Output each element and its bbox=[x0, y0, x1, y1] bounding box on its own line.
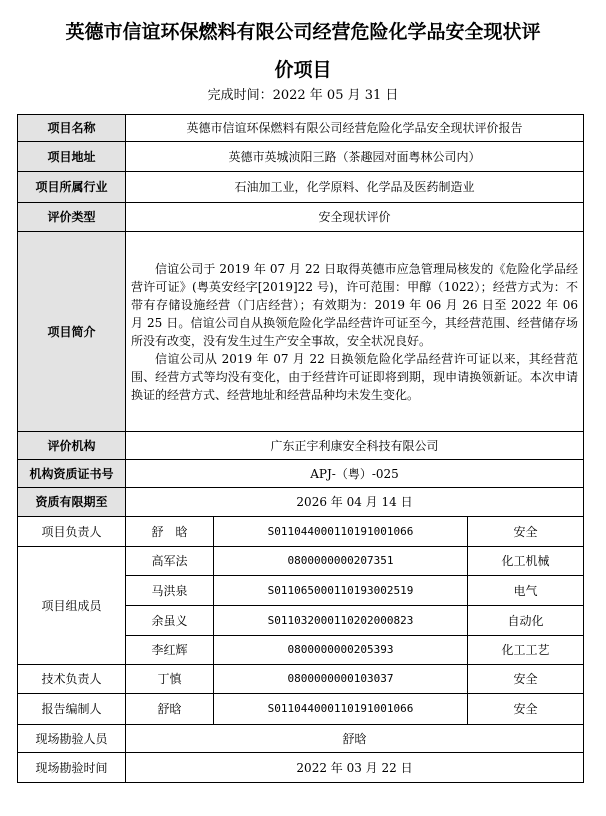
team-member-name: 余虽义 bbox=[126, 606, 214, 636]
value-eval-type: 安全现状评价 bbox=[126, 203, 584, 232]
team-member-cert: S011065000110193002519 bbox=[214, 576, 468, 606]
row-intro bbox=[18, 232, 584, 432]
team-member-field: 化工工艺 bbox=[468, 636, 584, 665]
report-author-cert: S011044000110191001066 bbox=[214, 694, 468, 725]
team-member-cert: 0800000000207351 bbox=[214, 547, 468, 576]
label-industry: 项目所属行业 bbox=[18, 172, 126, 203]
value-valid-until: 2026 年 04 月 14 日 bbox=[126, 488, 584, 517]
completion-date: 完成时间：2022 年 05 月 31 日 bbox=[207, 88, 399, 103]
team-member-name: 高军法 bbox=[126, 547, 214, 576]
label-team: 项目组成员 bbox=[18, 547, 126, 665]
label-tech-lead: 技术负责人 bbox=[18, 665, 126, 694]
team-member-field: 自动化 bbox=[468, 606, 584, 636]
team-member-name: 李红辉 bbox=[126, 636, 214, 665]
label-eval-type: 评价类型 bbox=[18, 203, 126, 232]
team-row bbox=[18, 547, 584, 576]
report-author-field: 安全 bbox=[468, 694, 584, 725]
value-project-name: 英德市信谊环保燃料有限公司经营危险化学品安全现状评价报告 bbox=[126, 115, 584, 142]
label-project-address: 项目地址 bbox=[18, 142, 126, 172]
tech-lead-field: 安全 bbox=[468, 665, 584, 694]
intro-paragraph-2: 信谊公司从 2019 年 07 月 22 日换领危险化学品经营许可证以来，其经营范围、经营方式等均没有变化，由于经营许可证即将到期，现申请换领新证。本次申请换证的经营方式、经营地址和经营品种均未发生变化。 bbox=[131, 351, 579, 402]
value-agency: 广东正宇利康安全科技有限公司 bbox=[126, 432, 584, 460]
label-project-lead: 项目负责人 bbox=[18, 517, 126, 547]
label-site-inspector: 现场勘验人员 bbox=[18, 725, 126, 753]
row-industry bbox=[18, 172, 584, 203]
team-member-field: 电气 bbox=[468, 576, 584, 606]
project-lead-cert: S011044000110191001066 bbox=[214, 517, 468, 547]
tech-lead-name: 丁慎 bbox=[126, 665, 214, 694]
label-agency: 评价机构 bbox=[18, 432, 126, 460]
team-member-cert: S011032000110202000823 bbox=[214, 606, 468, 636]
row-agency bbox=[18, 432, 584, 460]
document-title-line-2: 价项目 bbox=[274, 59, 332, 81]
row-site-time bbox=[18, 753, 584, 783]
project-lead-name: 舒 晗 bbox=[126, 517, 214, 547]
row-project-name bbox=[18, 115, 584, 142]
label-intro: 项目简介 bbox=[18, 232, 126, 432]
team-member-cert: 0800000000205393 bbox=[214, 636, 468, 665]
row-cert-no bbox=[18, 460, 584, 488]
row-project-address bbox=[18, 142, 584, 172]
project-lead-field: 安全 bbox=[468, 517, 584, 547]
row-project-lead bbox=[18, 517, 584, 547]
report-author-name: 舒晗 bbox=[126, 694, 214, 725]
team-member-name: 马洪泉 bbox=[126, 576, 214, 606]
label-project-name: 项目名称 bbox=[18, 115, 126, 142]
label-cert-no: 机构资质证书号 bbox=[18, 460, 126, 488]
value-site-time: 2022 年 03 月 22 日 bbox=[126, 753, 584, 783]
label-site-time: 现场勘验时间 bbox=[18, 753, 126, 783]
row-eval-type bbox=[18, 203, 584, 232]
row-tech-lead bbox=[18, 665, 584, 694]
project-info-table bbox=[17, 114, 584, 783]
value-site-inspector: 舒晗 bbox=[126, 725, 584, 753]
label-report-author: 报告编制人 bbox=[18, 694, 126, 725]
value-cert-no: APJ-（粤）-025 bbox=[126, 460, 584, 488]
value-project-address: 英德市英城浈阳三路（茶趣园对面粤林公司内） bbox=[126, 142, 584, 172]
row-site-inspector bbox=[18, 725, 584, 753]
intro-paragraph-1: 信谊公司于 2019 年 07 月 22 日取得英德市应急管理局核发的《危险化学品经营许可证》(粤英安经字[2019]22 号)，许可范围：甲醇（1022）；经营方式为：不带有存储设施经营（门店经营）；有效期为：2019 年 06 月 26 日至 2022 年 06 月 25 日。信谊公司自从换领危险化学品经营许可证至今，其经营范围、经营储存场所没有改变，没有发生过生产安全事故，安全状况良好。 bbox=[131, 261, 579, 348]
team-member-field: 化工机械 bbox=[468, 547, 584, 576]
row-valid-until bbox=[18, 488, 584, 517]
row-report-author bbox=[18, 694, 584, 725]
document-title-line-1: 英德市信谊环保燃料有限公司经营危险化学品安全现状评 bbox=[65, 21, 541, 43]
tech-lead-cert: 0800000000103037 bbox=[214, 665, 468, 694]
label-valid-until: 资质有限期至 bbox=[18, 488, 126, 517]
value-intro bbox=[126, 232, 584, 432]
value-industry: 石油加工业，化学原料、化学品及医药制造业 bbox=[126, 172, 584, 203]
